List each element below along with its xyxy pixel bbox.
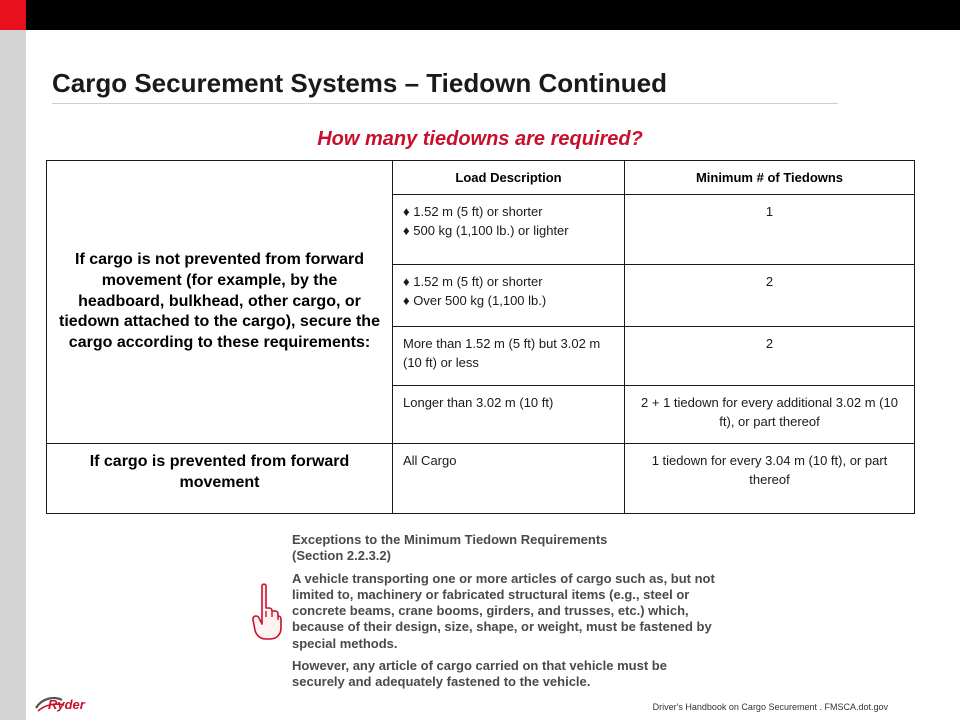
exceptions-paragraph: A vehicle transporting one or more articles of cargo such as, but not limited to, machinery or fabricated structural items (e.g., steel or concrete beams, crane booms, girders, and trusses, etc.) which, because of their design, size, shape, or weight, must be fastened by special methods. <box>292 570 715 651</box>
desc-line: ♦ Over 500 kg (1,100 lb.) <box>403 292 547 308</box>
exceptions-heading <box>292 532 717 565</box>
exceptions-text <box>292 532 717 696</box>
top-black-bar <box>26 0 960 30</box>
group1-condition-cell: If cargo is not prevented from forward movement (for example, by the headboard, bulkhead, other cargo, or tiedown attached to the cargo), secure the cargo according to these requirements: <box>47 161 393 444</box>
slide-subtitle: How many tiedowns are required? <box>317 128 643 150</box>
pointing-hand-icon <box>250 582 282 642</box>
load-description-cell <box>393 265 625 327</box>
min-tiedowns-cell: 1 tiedown for every 3.04 m (10 ft), or part thereof <box>625 444 915 514</box>
desc-line: ♦ 1.52 m (5 ft) or shorter <box>403 274 543 289</box>
tiedown-requirements-table <box>46 160 915 514</box>
load-description-cell: Longer than 3.02 m (10 ft) <box>393 386 625 444</box>
exceptions-callout <box>250 528 720 690</box>
exceptions-heading-line: Exceptions to the Minimum Tiedown Requirements <box>292 532 608 547</box>
header-minimum-tiedowns: Minimum # of Tiedowns <box>625 161 915 195</box>
desc-line: ♦ 1.52 m (5 ft) or shorter <box>403 204 543 219</box>
min-tiedowns-cell: 1 <box>625 195 915 265</box>
min-tiedowns-cell: 2 + 1 tiedown for every additional 3.02 m (10 ft), or part thereof <box>625 386 915 444</box>
slide-title: Cargo Securement Systems – Tiedown Continued <box>52 68 667 98</box>
load-description-cell <box>393 195 625 265</box>
min-tiedowns-cell: 2 <box>625 265 915 327</box>
top-red-accent-bar <box>0 0 26 30</box>
title-divider <box>52 103 838 104</box>
load-description-cell: More than 1.52 m (5 ft) but 3.02 m (10 ft) or less <box>393 327 625 386</box>
table-row <box>47 444 915 514</box>
header-load-description: Load Description <box>393 161 625 195</box>
table-row <box>47 161 915 195</box>
group2-condition-cell: If cargo is prevented from forward movement <box>47 444 393 514</box>
load-description-cell: All Cargo <box>393 444 625 514</box>
desc-line: ♦ 500 kg (1,100 lb.) or lighter <box>403 222 569 238</box>
min-tiedowns-cell: 2 <box>625 327 915 386</box>
exceptions-section-ref: (Section 2.2.3.2) <box>292 548 391 564</box>
exceptions-paragraph: However, any article of cargo carried on that vehicle must be securely and adequately fastened to the vehicle. <box>292 657 667 689</box>
ryder-logo <box>34 694 104 714</box>
logo-wordmark: Ryder <box>48 697 85 712</box>
footer-credit: Driver's Handbook on Cargo Securement . FMSCA.dot.gov <box>652 702 888 712</box>
